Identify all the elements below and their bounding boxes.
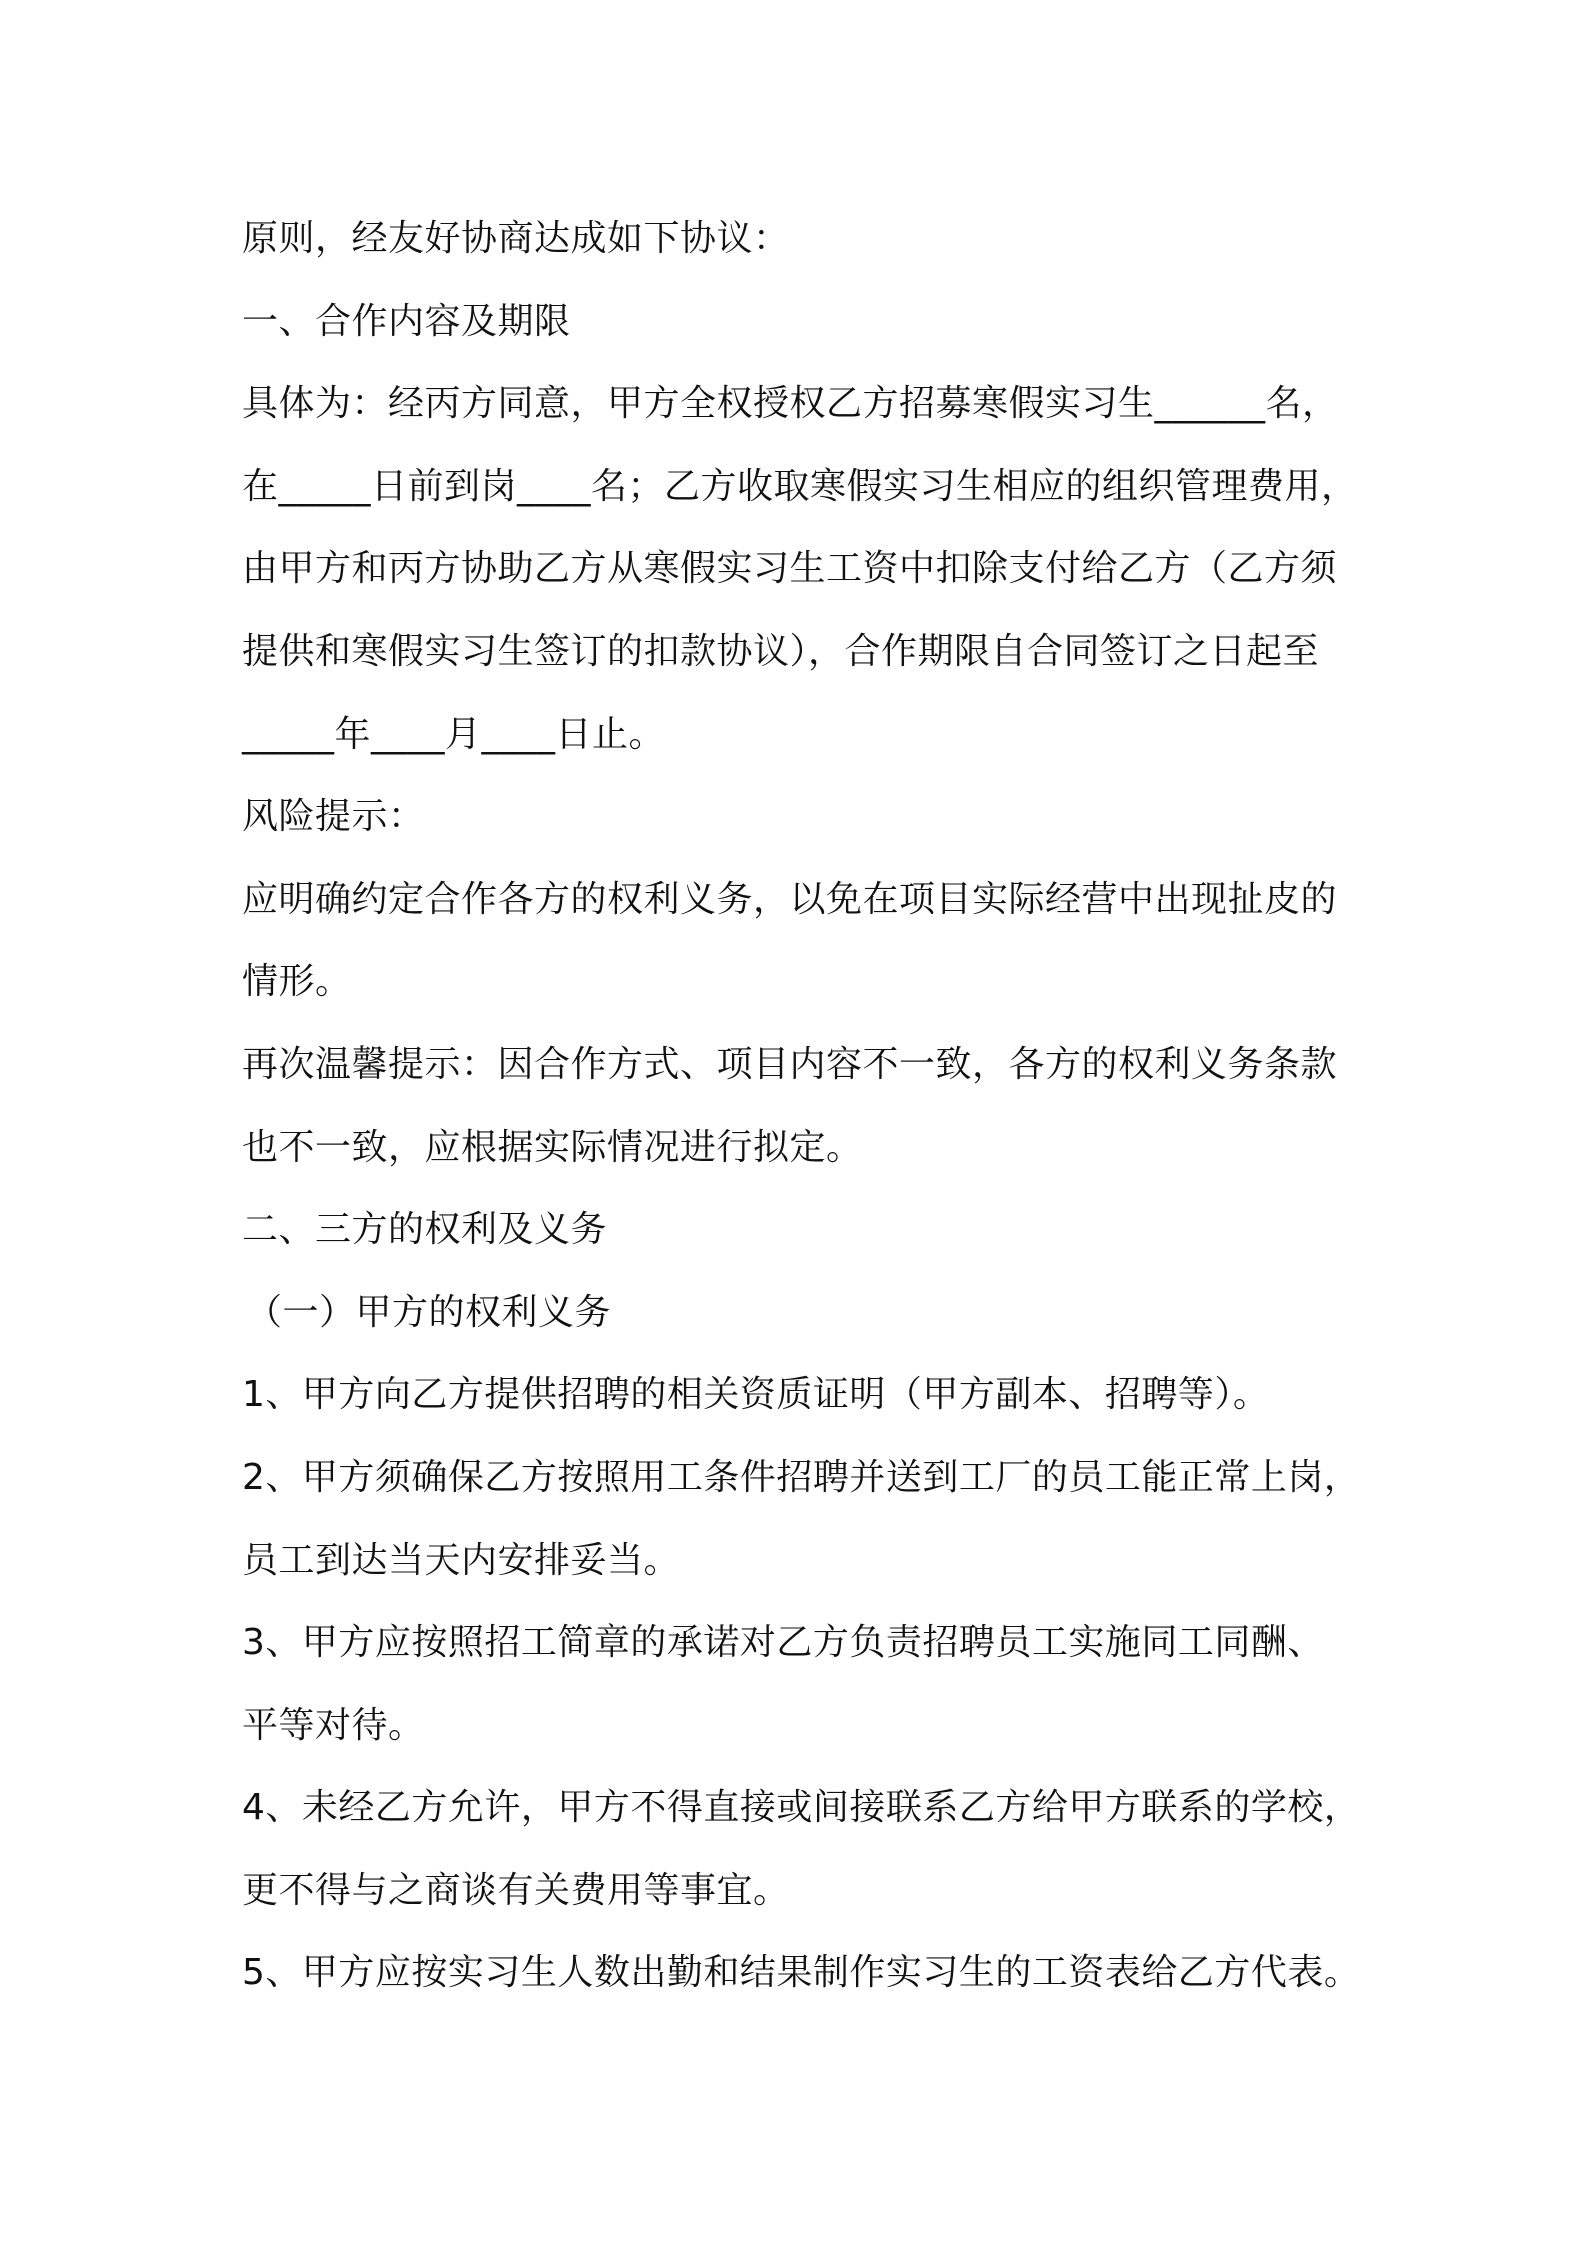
text-line: 平等对待。 bbox=[242, 1704, 425, 1746]
text-line: 也不一致，应根据实际情况进行拟定。 bbox=[242, 1126, 863, 1168]
text-line: _____年____月____日止。 bbox=[242, 713, 666, 755]
text-line: 具体为：经丙方同意，甲方全权授权乙方招募寒假实习生______名， bbox=[242, 383, 1339, 425]
section-heading: 一、合作内容及期限 bbox=[242, 300, 571, 342]
text-line: 提供和寒假实习生签订的扣款协议），合作期限自合同签订之日起至 bbox=[242, 630, 1320, 672]
text-line: 在_____日前到岗____名；乙方收取寒假实习生相应的组织管理费用， bbox=[242, 465, 1358, 507]
subsection-heading: （一）甲方的权利义务 bbox=[246, 1291, 612, 1333]
risk-tip-label: 风险提示： bbox=[242, 796, 425, 838]
text-line: 再次温馨提示：因合作方式、项目内容不一致，各方的权利义务条款 bbox=[242, 1043, 1338, 1085]
list-item: 5、甲方应按实习生人数出勤和结果制作实习生的工资表给乙方代表。 bbox=[242, 1952, 1361, 1994]
list-item: 2、甲方须确保乙方按照用工条件招聘并送到工厂的员工能正常上岗， bbox=[242, 1456, 1361, 1498]
text-line: 员工到达当天内安排妥当。 bbox=[242, 1539, 681, 1581]
text-line: 由甲方和丙方协助乙方从寒假实习生工资中扣除支付给乙方（乙方须 bbox=[242, 548, 1338, 590]
document-body bbox=[242, 198, 1372, 2015]
text-line: 原则，经友好协商达成如下协议： bbox=[242, 218, 790, 259]
list-item: 3、甲方应按照招工简章的承诺对乙方负责招聘员工实施同工同酬、 bbox=[242, 1622, 1324, 1664]
list-item: 4、未经乙方允许，甲方不得直接或间接联系乙方给甲方联系的学校， bbox=[242, 1787, 1361, 1829]
section-heading: 二、三方的权利及义务 bbox=[242, 1209, 608, 1251]
list-item: 1、甲方向乙方提供招聘的相关资质证明（甲方副本、招聘等）。 bbox=[242, 1374, 1270, 1416]
text-line: 更不得与之商谈有关费用等事宜。 bbox=[242, 1869, 790, 1911]
text-line: 应明确约定合作各方的权利义务，以免在项目实际经营中出现扯皮的 bbox=[242, 878, 1338, 920]
text-line: 情形。 bbox=[242, 961, 352, 1003]
